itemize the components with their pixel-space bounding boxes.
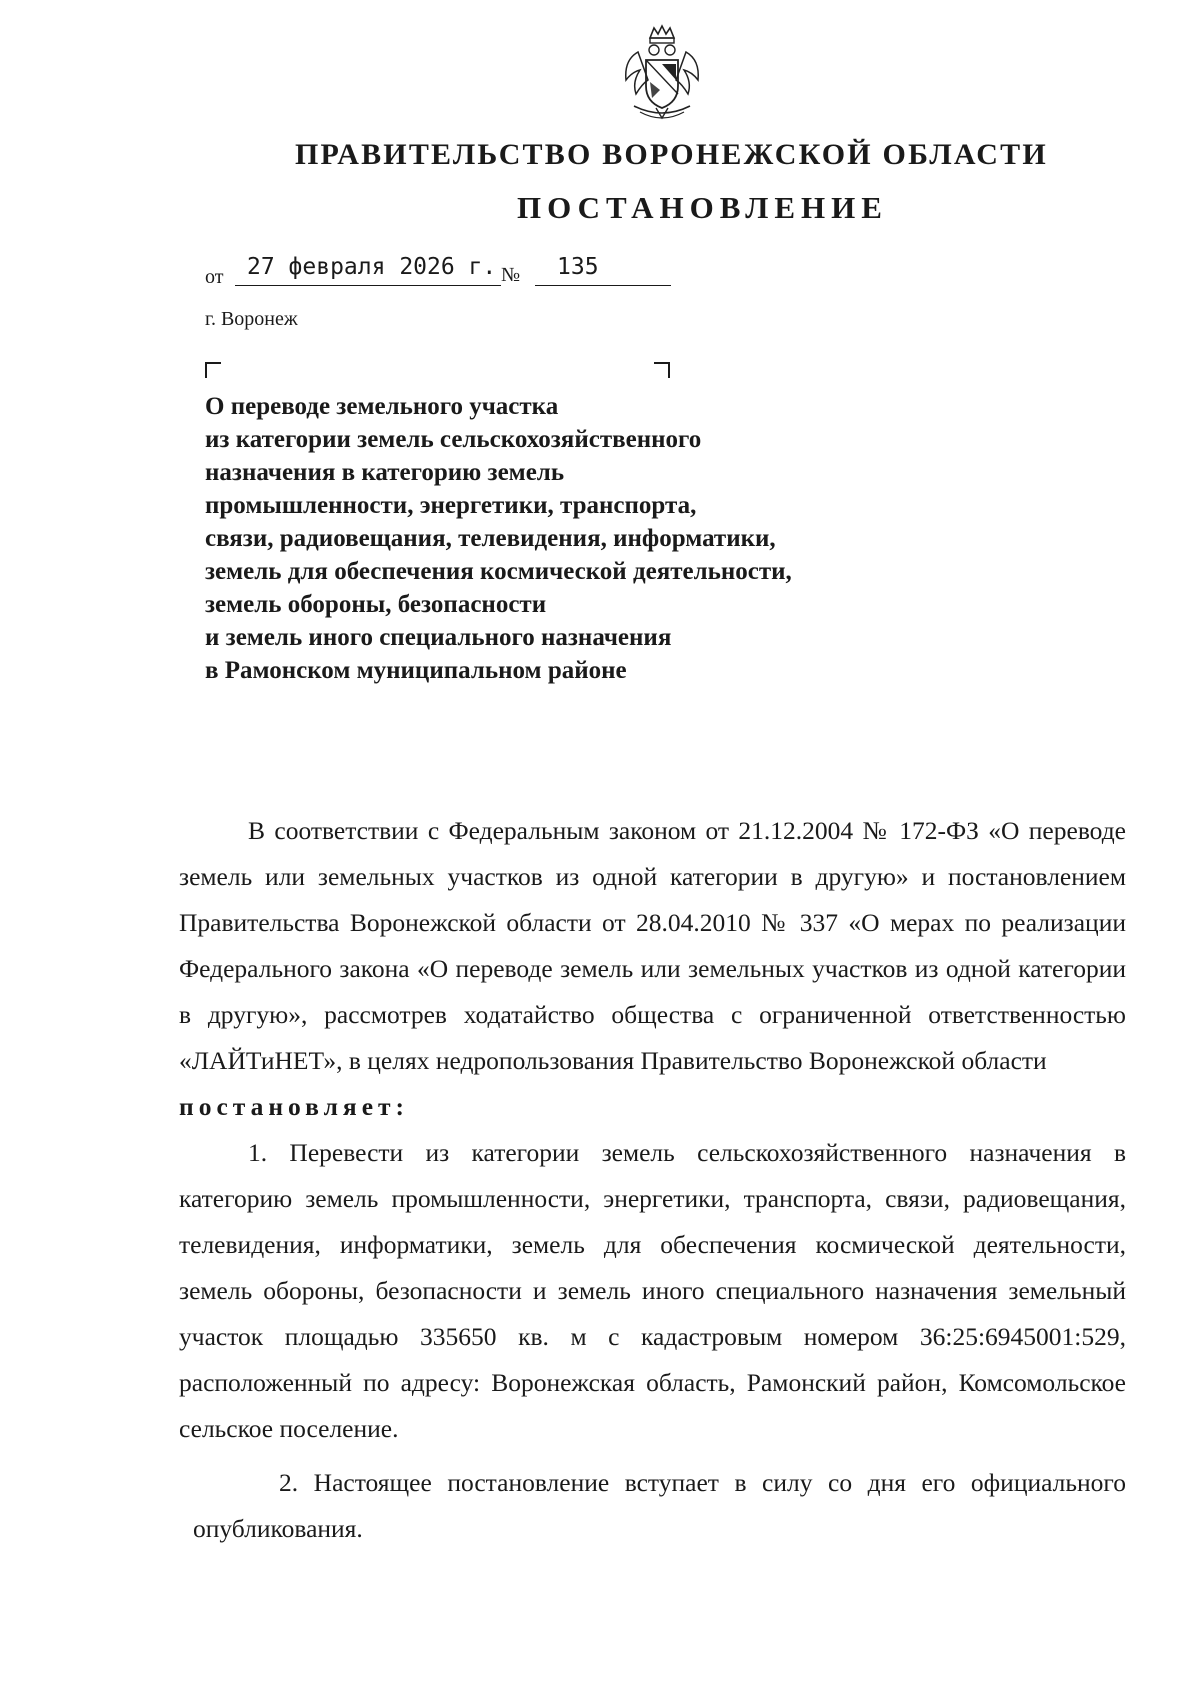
subject-line: земель обороны, безопасности xyxy=(205,591,547,618)
preamble-paragraph: В соответствии с Федеральным законом от 21.12.2004 № 172-ФЗ «О переводе земель или земельных участков из одной категории в другую» и постановлением Правительства Воронежской области от 28.04.2010 № 337 «О мерах по реализации Федерального закона «О переводе земель или земельных участков из одной категории в другую», рассмотрев ходатайство общества с ограниченной ответственностью «ЛАЙТиНЕТ», в целях недропользования Правительство Воронежской области xyxy=(179,816,1126,1075)
corner-mark-right xyxy=(654,362,670,378)
subject-line: назначения в категорию земель xyxy=(205,459,565,486)
number-label: № xyxy=(501,264,521,286)
document-body xyxy=(179,808,1126,1552)
subject-line: связи, радиовещания, телевидения, информатики, xyxy=(205,525,776,552)
subject-line: в Рамонском муниципальном районе xyxy=(205,657,627,684)
government-title: ПРАВИТЕЛЬСТВО ВОРОНЕЖСКОЙ ОБЛАСТИ xyxy=(295,138,1048,171)
subject-line: и земель иного специального назначения xyxy=(205,624,672,651)
city: г. Воронеж xyxy=(205,308,298,330)
corner-mark-left xyxy=(205,362,221,378)
subject-line: промышленности, энергетики, транспорта, xyxy=(205,492,697,519)
item-1-paragraph: 1. Перевести из категории земель сельскохозяйственного назначения в категорию земель промышленности, энергетики, транспорта, связи, радиовещания, телевидения, информатики, земель для обеспечения космической деятельности, земель обороны, безопасности и земель иного специального назначения земельный участок площадью 335650 кв. м с кадастровым номером 36:25:6945001:529, расположенный по адресу: Воронежская область, Рамонский район, Комсомольское сельское поселение. xyxy=(179,1138,1126,1443)
subject-line: земель для обеспечения космической деятельности, xyxy=(205,558,792,585)
document-date: 27 февраля 2026 г. xyxy=(235,252,501,286)
document-subject xyxy=(205,390,925,687)
subject-line: О переводе земельного участка xyxy=(205,393,559,420)
item-2-paragraph: 2. Настоящее постановление вступает в силу со дня его официального опубликования. xyxy=(193,1468,1126,1543)
from-label: от xyxy=(205,266,224,288)
date-number-line xyxy=(205,252,685,292)
subject-line: из категории земель сельскохозяйственного xyxy=(205,426,702,453)
coat-of-arms-icon xyxy=(620,24,704,124)
document-type: ПОСТАНОВЛЕНИЕ xyxy=(517,190,888,225)
document-number: 135 xyxy=(535,252,671,286)
decree-word: постановляет: xyxy=(179,1092,410,1121)
